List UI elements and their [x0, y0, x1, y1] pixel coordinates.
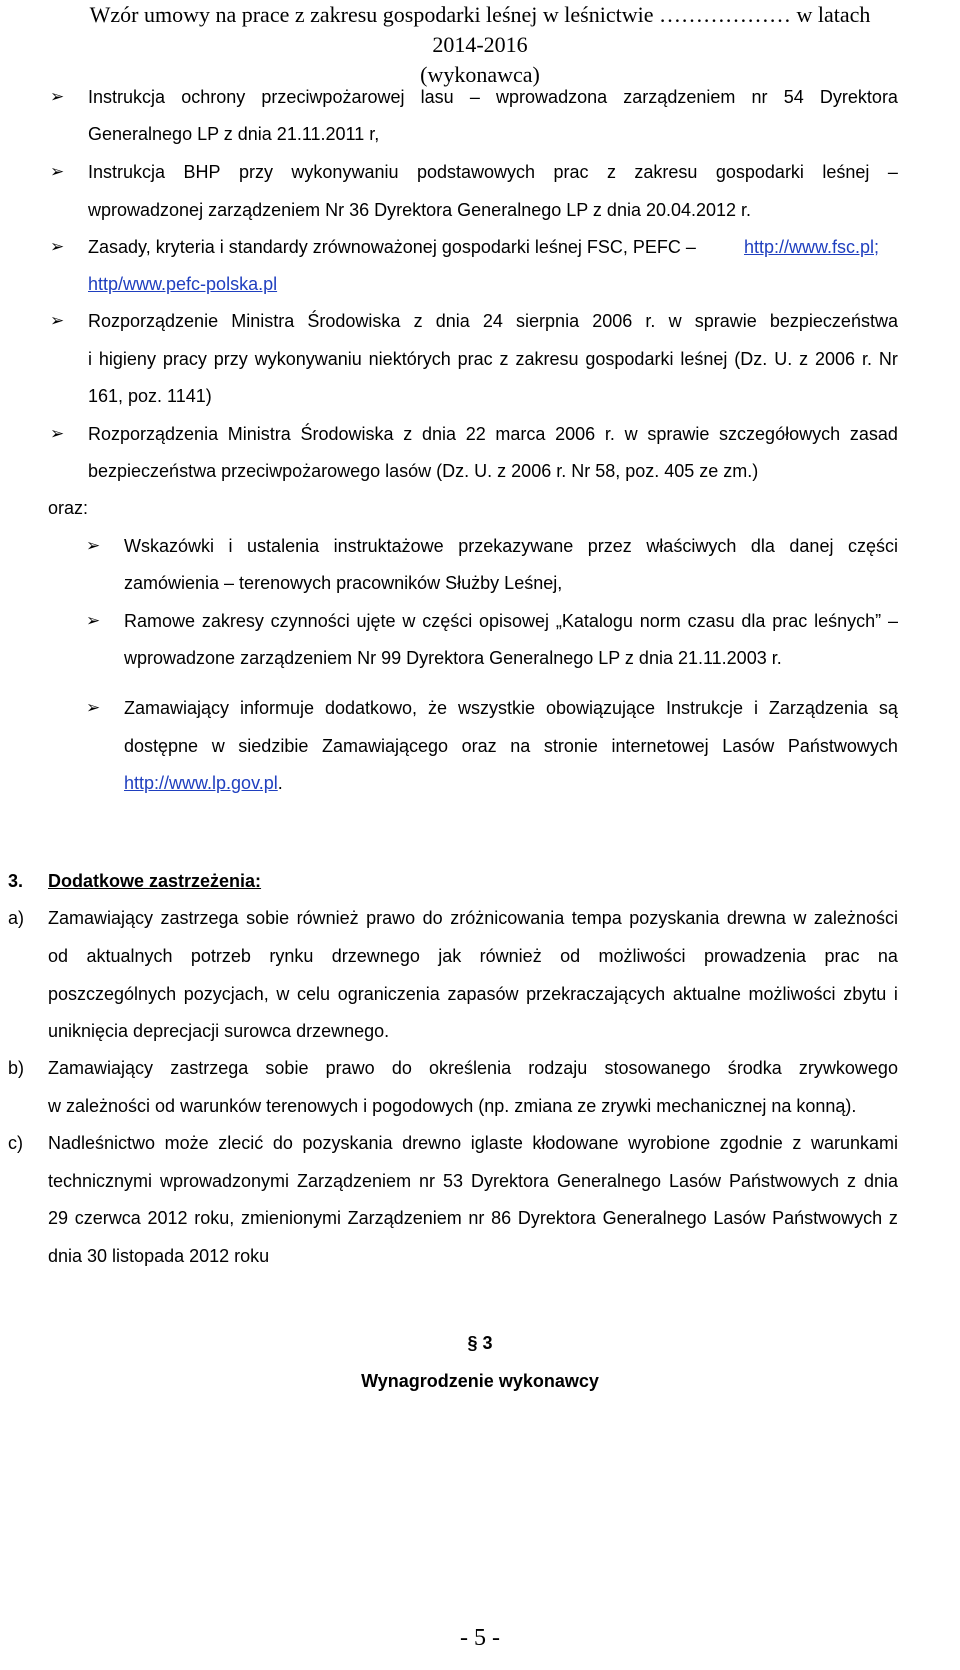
list-item-line: Zamawiający informuje dodatkowo, że wszystkie obowiązujące Instrukcje i Zarządzenia są [124, 698, 898, 718]
bullet-arrow-icon: ➢ [86, 611, 101, 630]
item-marker: c) [8, 1133, 23, 1153]
header-title-line1: Wzór umowy na prace z zakresu gospodarki leśnej w leśnictwie ……………… w latach [89, 2, 871, 27]
list-item-line: Instrukcja ochrony przeciwpożarowej lasu – wprowadzona zarządzeniem nr 54 Dyrektora [88, 87, 898, 107]
fsc-link[interactable]: http://www.fsc.pl; [744, 237, 880, 257]
bullet-arrow-icon: ➢ [50, 311, 65, 330]
list-item-line: Zamawiający zastrzega sobie również prawo do zróżnicowania tempa pozyskania drewna w zależności [48, 908, 898, 928]
list-item-line: bezpieczeństwa przeciwpożarowego lasów (Dz. U. z 2006 r. Nr 58, poz. 405 ze zm.) [88, 461, 759, 481]
list-item-line: uniknięcia deprecjacji surowca drzewnego. [48, 1021, 390, 1041]
list-item-line: poszczególnych pozycjach, w celu ograniczenia zapasów przekraczających aktualne możliwości zbytu i [48, 984, 898, 1004]
list-item-line: Instrukcja BHP przy wykonywaniu podstawowych prac z zakresu gospodarki leśnej – [88, 162, 898, 182]
header-title-line2: 2014-2016 [432, 32, 528, 57]
bullet-arrow-icon: ➢ [50, 237, 65, 256]
list-item-line: dnia 30 listopada 2012 roku [48, 1246, 270, 1266]
list-item-line: od aktualnych potrzeb rynku drzewnego jak również od możliwości prowadzenia prac na [48, 946, 898, 966]
list-item-line: Ramowe zakresy czynności ujęte w części opisowej „Katalogu norm czasu dla prac leśnych” – [124, 611, 898, 631]
list-item-line: dostępne w siedzibie Zamawiającego oraz na stronie internetowej Lasów Państwowych [124, 736, 898, 756]
section-title: Dodatkowe zastrzeżenia: [48, 871, 262, 891]
bullet-arrow-icon: ➢ [50, 87, 65, 106]
list-item-line: Nadleśnictwo może zlecić do pozyskania drewno iglaste kłodowane wyrobione zgodnie z warunkami [48, 1133, 898, 1153]
item-marker: b) [8, 1058, 25, 1078]
list-item-line: zamówienia – terenowych pracowników Służby Leśnej, [124, 573, 563, 593]
lp-gov-link[interactable]: http://www.lp.gov.pl [124, 773, 278, 793]
section-number: 3. [8, 871, 24, 891]
list-item-line: Generalnego LP z dnia 21.11.2011 r, [88, 124, 380, 144]
paragraph-title: Wynagrodzenie wykonawcy [361, 1371, 599, 1391]
list-item-line: Zamawiający zastrzega sobie prawo do określenia rodzaju stosowanego środka zrywkowego [48, 1058, 898, 1078]
list-item-line: wprowadzonej zarządzeniem Nr 36 Dyrektora Generalnego LP z dnia 20.04.2012 r. [88, 200, 752, 220]
bullet-arrow-icon: ➢ [50, 424, 65, 443]
list-item-line: i higieny pracy przy wykonywaniu niektórych prac z zakresu gospodarki leśnej (Dz. U. z 2006 r. Nr [88, 349, 898, 369]
document-header [0, 0, 960, 90]
list-item-line: technicznymi wprowadzonymi Zarządzeniem nr 53 Dyrektora Generalnego Lasów Państwowych z dnia [48, 1171, 898, 1191]
list-item-line: Rozporządzenia Ministra Środowiska z dnia 22 marca 2006 r. w sprawie szczegółowych zasad [88, 424, 898, 444]
oraz-label: oraz: [48, 498, 89, 518]
list-item-line [124, 772, 283, 794]
list-item-line: Zasady, kryteria i standardy zrównoważonej gospodarki leśnej FSC, PEFC – [88, 237, 696, 257]
header-title-line3: (wykonawca) [420, 62, 540, 87]
pefc-link[interactable]: http/www.pefc-polska.pl [88, 274, 278, 294]
link-period: . [277, 773, 283, 793]
bullet-arrow-icon: ➢ [86, 698, 101, 717]
bullet-arrow-icon: ➢ [50, 162, 65, 181]
list-item-line: 161, poz. 1141) [88, 386, 212, 406]
list-item-line: 29 czerwca 2012 roku, zmienionymi Zarządzeniem nr 86 Dyrektora Generalnego Lasów Państwowych z [48, 1208, 898, 1228]
list-item-line: w zależności od warunków terenowych i pogodowych (np. zmiana ze zrywki mechanicznej na konną). [48, 1096, 857, 1116]
page-number: - 5 - [460, 1625, 500, 1651]
paragraph-symbol: § 3 [467, 1333, 493, 1353]
list-item-line: Rozporządzenie Ministra Środowiska z dnia 24 sierpnia 2006 r. w sprawie bezpieczeństwa [88, 311, 898, 331]
bullet-arrow-icon: ➢ [86, 536, 101, 555]
list-item-line: Wskazówki i ustalenia instruktażowe przekazywane przez właściwych dla danej części [124, 536, 898, 556]
list-item-line: wprowadzone zarządzeniem Nr 99 Dyrektora Generalnego LP z dnia 21.11.2003 r. [124, 648, 782, 668]
item-marker: a) [8, 908, 25, 928]
